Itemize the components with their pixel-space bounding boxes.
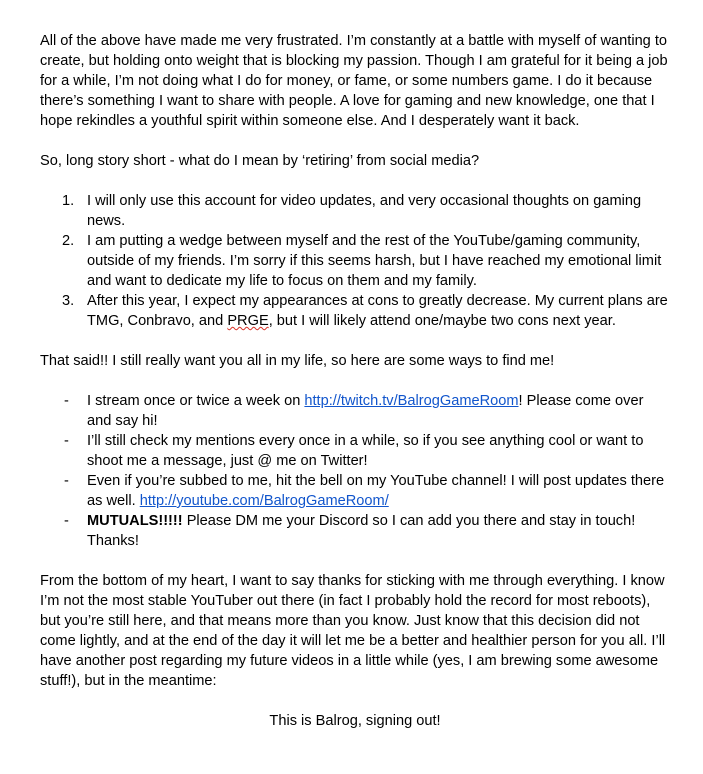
list-item-text: Please DM me your Discord so I can add you there and stay in touch! Thanks!	[87, 513, 636, 549]
paragraph-question: So, long story short - what do I mean by ‘retiring’ from social media?	[40, 153, 480, 169]
list-item-text: ! Please come over and say hi!	[87, 393, 644, 429]
dash-bullet: -	[64, 393, 69, 409]
list-number: 3.	[62, 293, 75, 309]
youtube-link[interactable]: http://youtube.com/BalrogGameRoom/	[139, 493, 389, 509]
dash-bullet: -	[64, 473, 69, 489]
list-item	[40, 471, 670, 511]
list-item-text: I will only use this account for video updates, and very occasional thoughts on gaming news.	[87, 193, 642, 229]
paragraph-frustration: All of the above have made me very frustrated. I’m constantly at a battle with myself of wanting to create, but holding onto weight that is blocking my passion. Though I am grateful for it being a job for a while, I’m not doing what I do for money, or fame, or some numbers game. I do it because there’s something I want to share with people. A love for gaming and new knowledge, one that I hope rekindles a youthful spirit within someone else. And I desperately want it back.	[40, 33, 668, 129]
list-number: 1.	[62, 193, 75, 209]
list-item	[40, 191, 670, 231]
list-item-text: I am putting a wedge between myself and the rest of the YouTube/gaming community, outside of my friends. I’m sorry if this seems harsh, but I have reached my emotional limit and want to dedicate my life to focus on them and my family.	[87, 233, 662, 289]
list-item	[40, 291, 670, 331]
dash-bullet: -	[64, 433, 69, 449]
twitch-link[interactable]: http://twitch.tv/BalrogGameRoom	[304, 393, 519, 409]
numbered-list	[40, 191, 670, 331]
document-page	[40, 31, 670, 731]
list-item-text: I stream once or twice a week on	[87, 393, 305, 409]
spellcheck-flagged-word[interactable]: PRGE	[227, 313, 269, 329]
list-item-text: I’ll still check my mentions every once in a while, so if you see anything cool or want to shoot me a message, just @ me on Twitter!	[87, 433, 644, 469]
list-item	[40, 231, 670, 291]
dash-list	[40, 391, 670, 551]
paragraph-that-said: That said!! I still really want you all in my life, so here are some ways to find me!	[40, 353, 555, 369]
list-item-text: Even if you’re subbed to me, hit the bell on my YouTube channel! I will post updates there as well.	[87, 473, 665, 509]
dash-bullet: -	[64, 513, 69, 529]
list-item	[40, 391, 670, 431]
signoff-line: This is Balrog, signing out!	[269, 713, 441, 729]
list-item	[40, 431, 670, 471]
list-item-text: , but I will likely attend one/maybe two cons next year.	[268, 313, 616, 329]
paragraph-closing: From the bottom of my heart, I want to say thanks for sticking with me through everything. I know I’m not the most stable YouTuber out there (in fact I probably hold the record for most reboots), but you’re still here, and that means more than you know. Just know that this decision did not come lightly, and at the end of the day it will let me be a better and healthier person for you all. I’ll have another post regarding my future videos in a little while (yes, I am brewing some awesome stuff!), but in the meantime:	[40, 573, 666, 689]
list-number: 2.	[62, 233, 75, 249]
list-item	[40, 511, 670, 551]
list-item-text: After this year, I expect my appearances at cons to greatly decrease. My current plans are TMG, Conbravo, and	[87, 293, 668, 329]
mutuals-bold-text: MUTUALS!!!!!	[87, 513, 183, 529]
